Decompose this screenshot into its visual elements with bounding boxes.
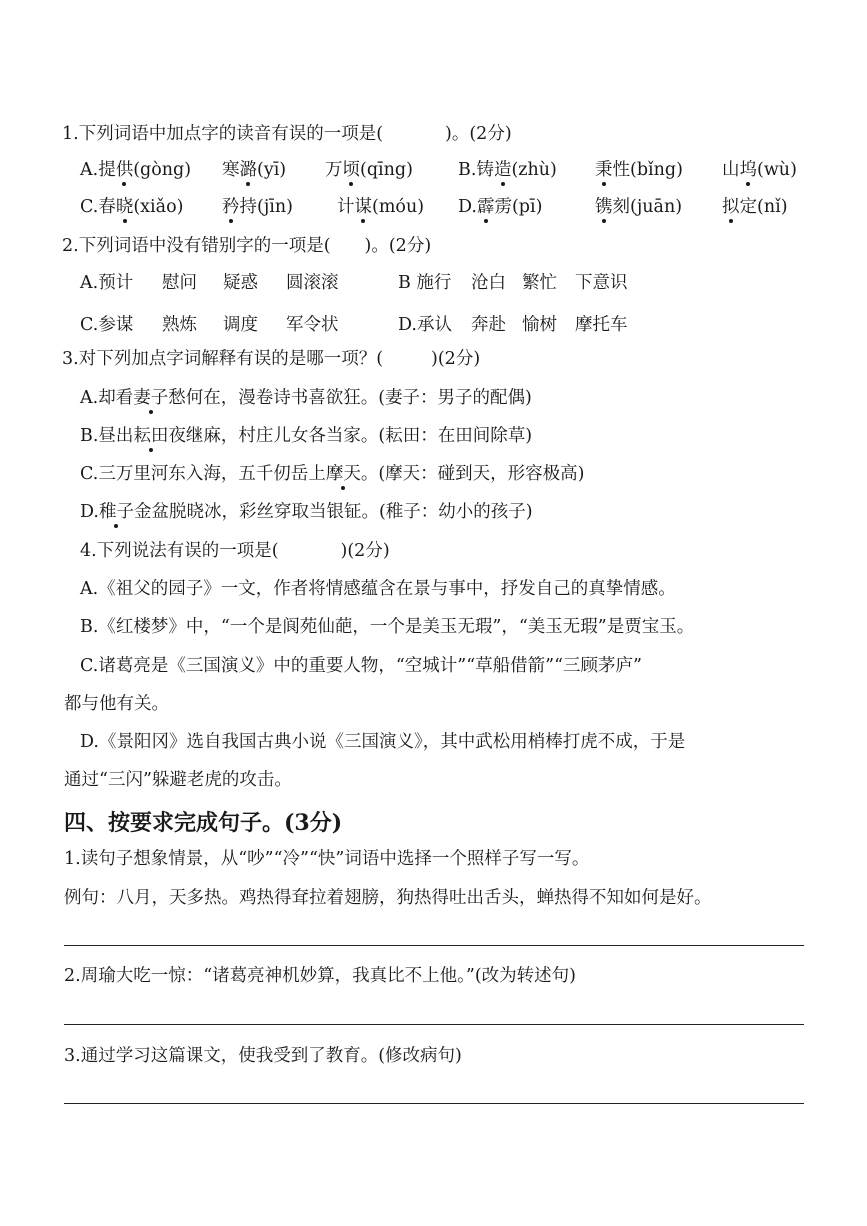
q4-option-d: D.《景阳冈》选自我国古典小说《三国演义》，其中武松用梢棒打虎不成，于是 bbox=[80, 732, 686, 752]
q2-stem: 2.下列词语中没有错别字的一项是( )。(2分) bbox=[62, 236, 432, 256]
q2-options-row2 bbox=[0, 312, 867, 338]
s2-prompt: 2.周瑜大吃一惊：“诸葛亮神机妙算，我真比不上他。”(改为转述句) bbox=[64, 966, 576, 986]
q1-options-row1 bbox=[0, 157, 867, 183]
q1-option: A.提供(gòng) bbox=[80, 157, 191, 183]
q1-options-row2 bbox=[0, 194, 867, 220]
q2-word: 军令状 bbox=[286, 315, 339, 335]
q1-option: 镌刻(juān) bbox=[595, 194, 682, 220]
q4-stem: 4.下列说法有误的一项是( )(2分) bbox=[80, 541, 390, 561]
q2-word: 疑惑 bbox=[223, 273, 258, 293]
q1-option: D.霹雳(pī) bbox=[458, 194, 542, 220]
q1-option: 矜持(jīn) bbox=[222, 194, 293, 220]
q4-option-c-cont: 都与他有关。 bbox=[64, 694, 169, 714]
s1-answer-line[interactable] bbox=[64, 945, 804, 946]
q2-word: B 施行 bbox=[398, 273, 452, 293]
q2-word: 熟炼 bbox=[162, 315, 197, 335]
q2-word: 慰问 bbox=[162, 273, 197, 293]
s2-answer-line[interactable] bbox=[64, 1024, 804, 1025]
q2-word: C.参谋 bbox=[80, 315, 134, 335]
q1-option: 计谋(móu) bbox=[337, 194, 424, 220]
q2-word: 圆滚滚 bbox=[286, 273, 339, 293]
q2-word: A.预计 bbox=[80, 273, 134, 293]
section-heading: 四、按要求完成句子。(3分) bbox=[64, 810, 343, 836]
q3-option-c: C.三万里河东入海，五千仞岳上摩天。(摩天：碰到天，形容极高) bbox=[80, 461, 584, 487]
q4-option-c: C.诸葛亮是《三国演义》中的重要人物，“空城计”“草船借箭”“三顾茅庐” bbox=[80, 656, 643, 676]
q1-option: 万顷(qīng) bbox=[325, 157, 413, 183]
q2-word: 下意识 bbox=[575, 273, 628, 293]
q4-option-a: A.《祖父的园子》一文，作者将情感蕴含在景与事中，抒发自己的真挚情感。 bbox=[80, 579, 676, 599]
q2-word: 摩托车 bbox=[575, 315, 628, 335]
q2-word: 愉树 bbox=[522, 315, 557, 335]
q1-option: 寒潞(yī) bbox=[222, 157, 286, 183]
q2-word: 奔赴 bbox=[471, 315, 506, 335]
q2-options-row1 bbox=[0, 270, 867, 296]
q4-option-b: B.《红楼梦》中，“一个是阆苑仙葩，一个是美玉无瑕”，“美玉无瑕”是贾宝玉。 bbox=[80, 617, 695, 637]
q3-stem: 3.对下列加点字词解释有误的是哪一项？( )(2分) bbox=[62, 349, 481, 369]
s3-prompt: 3.通过学习这篇课文，使我受到了教育。(修改病句) bbox=[64, 1046, 462, 1066]
q1-option: 秉性(bǐng) bbox=[595, 157, 683, 183]
q2-word: D.承认 bbox=[398, 315, 452, 335]
q2-word: 沧白 bbox=[471, 273, 506, 293]
q1-option: C.春晓(xiǎo) bbox=[80, 194, 183, 220]
q2-word: 繁忙 bbox=[522, 273, 557, 293]
s1-prompt: 1.读句子想象情景，从“吵”“冷”“快”词语中选择一个照样子写一写。 bbox=[64, 849, 590, 869]
q4-option-d-cont: 通过“三闪”躲避老虎的攻击。 bbox=[64, 770, 292, 790]
q2-word: 调度 bbox=[223, 315, 258, 335]
q3-option-b: B.昼出耘田夜继麻，村庄儿女各当家。(耘田：在田间除草) bbox=[80, 423, 532, 449]
q1-option: 山坞(wù) bbox=[722, 157, 797, 183]
q1-option: 拟定(nǐ) bbox=[722, 194, 788, 220]
s1-example: 例句：八月，天多热。鸡热得耷拉着翅膀，狗热得吐出舌头，蝉热得不知如何是好。 bbox=[64, 888, 712, 908]
q1-option: B.铸造(zhù) bbox=[458, 157, 557, 183]
q3-option-d: D.稚子金盆脱晓冰，彩丝穿取当银钲。(稚子：幼小的孩子) bbox=[80, 499, 533, 525]
q3-option-a: A.却看妻子愁何在，漫卷诗书喜欲狂。(妻子：男子的配偶) bbox=[80, 385, 532, 411]
q1-stem: 1.下列词语中加点字的读音有误的一项是( )。(2分) bbox=[62, 124, 512, 144]
s3-answer-line[interactable] bbox=[64, 1103, 804, 1104]
